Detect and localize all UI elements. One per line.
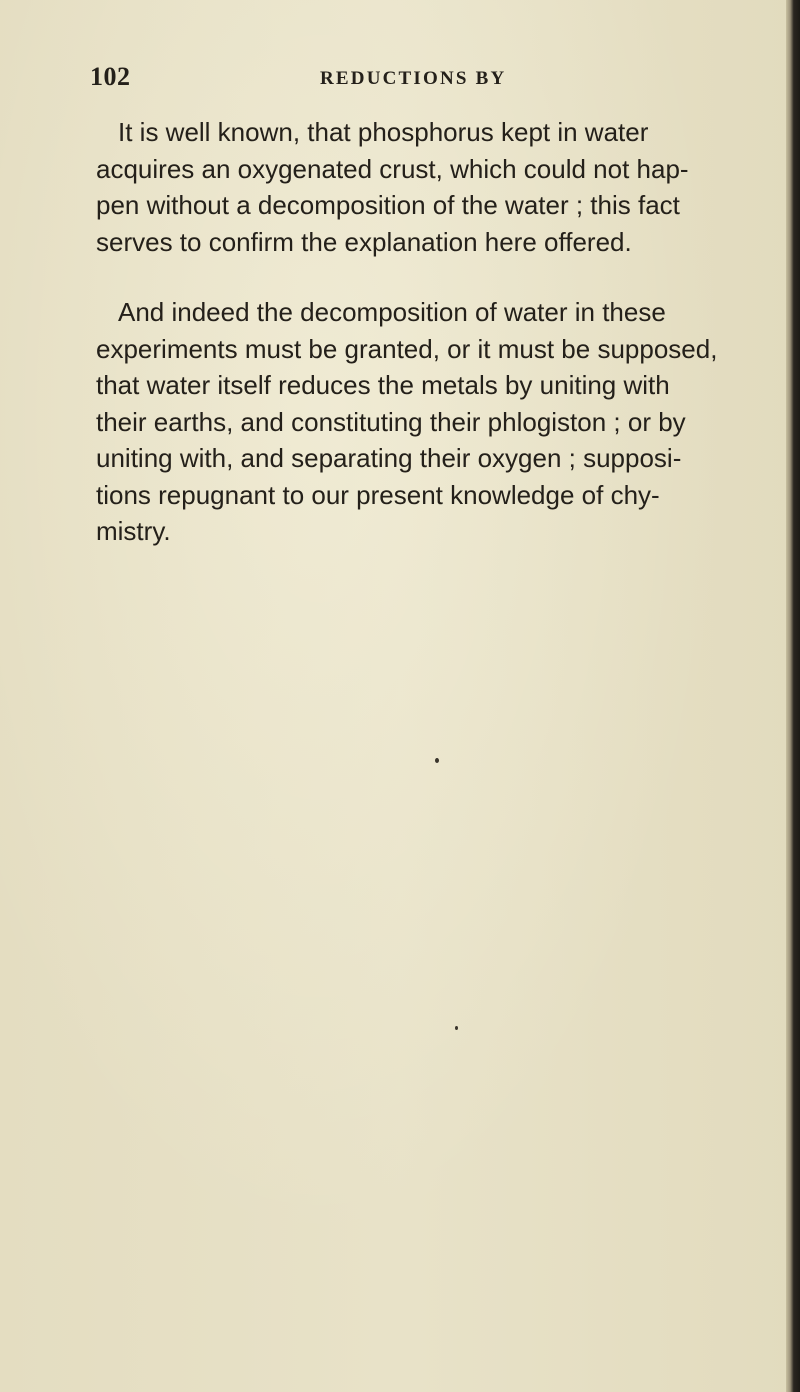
text-line: And indeed the decomposition of water in these xyxy=(118,297,666,327)
text-line: that water itself reduces the metals by uniting with xyxy=(96,370,670,400)
text-line: mistry. xyxy=(96,516,171,546)
text-line: their earths, and constituting their phlogiston ; or by xyxy=(96,406,686,437)
text-line: serves to confirm the explanation here offered. xyxy=(96,226,632,257)
running-head xyxy=(90,62,650,96)
text-line: pen without a decomposition of the water ; this fact xyxy=(96,190,680,220)
running-head-title: REDUCTIONS BY xyxy=(320,68,507,89)
paragraph-2 xyxy=(96,294,758,550)
text-line: acquires an oxygenated crust, which could not hap- xyxy=(96,153,689,184)
page-edge-shadow xyxy=(786,0,800,1392)
page-number: 102 xyxy=(90,62,131,91)
paragraph-1 xyxy=(96,114,758,260)
ink-speck xyxy=(455,1026,458,1030)
text-line: tions repugnant to our present knowledge of chy- xyxy=(96,479,660,510)
body-text xyxy=(96,114,758,550)
text-line: It is well known, that phosphorus kept in water xyxy=(118,117,649,147)
text-line: experiments must be granted, or it must be supposed, xyxy=(96,333,718,364)
text-line: uniting with, and separating their oxygen ; supposi- xyxy=(96,443,682,473)
ink-speck xyxy=(435,758,439,763)
